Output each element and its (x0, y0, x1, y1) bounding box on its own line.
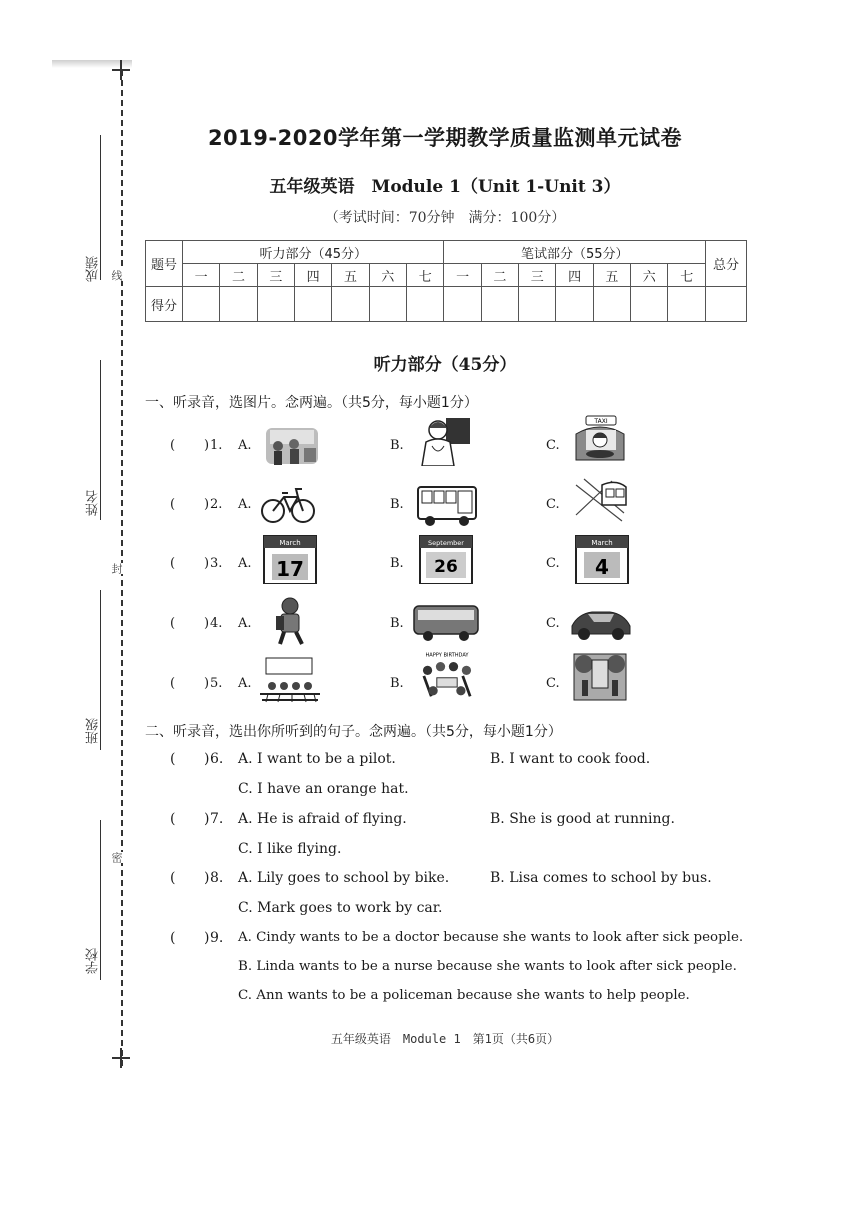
score-table-row-header: 题号 (146, 241, 183, 287)
binding-cap-top (112, 60, 130, 80)
question-row (170, 596, 690, 648)
score-col: 四 (294, 264, 331, 287)
birthday-banner-text: HAPPY BIRTHDAY (425, 652, 469, 659)
answer-paren-close: ) (204, 870, 210, 886)
score-col: 六 (631, 264, 668, 287)
answer-paren-open[interactable]: ( (170, 751, 176, 767)
binding-cap-bottom (112, 1048, 130, 1072)
listening-section-heading: 听力部分（45分） (373, 355, 517, 375)
answer-paren-open[interactable]: ( (170, 497, 176, 512)
score-cell[interactable] (332, 287, 369, 322)
calendar-month-text: March (279, 539, 301, 547)
calendar-day-text: 17 (276, 557, 304, 581)
score-cell-total[interactable] (706, 287, 747, 322)
answer-paren-close: ) (204, 751, 210, 767)
score-col: 七 (406, 264, 443, 287)
option-a-text: A. He is afraid of flying. (238, 811, 407, 827)
option-a-label: A. (238, 616, 252, 631)
part1-instruction: 一、听录音，选图片。念两遍。（共5分，每小题1分） (145, 395, 478, 411)
score-table-total-header: 总分 (706, 241, 747, 287)
answer-paren-open[interactable]: ( (170, 438, 176, 453)
option-a-label: A. (238, 556, 252, 571)
option-c-text: C. Ann wants to be a policeman because she wants to help people. (238, 988, 690, 1003)
question-row (170, 654, 690, 706)
park-image (572, 652, 628, 702)
option-a-label: A. (238, 438, 252, 453)
score-field-line[interactable] (100, 135, 101, 280)
score-col: 七 (668, 264, 706, 287)
taxi-driver-image (572, 414, 628, 464)
calendar-month-text: September (428, 539, 464, 547)
option-b-text: B. Lisa comes to school by bus. (490, 870, 712, 886)
score-table-listening-header: 听力部分（45分） (183, 241, 444, 264)
school-field-line[interactable] (100, 820, 101, 980)
answer-paren-open[interactable]: ( (170, 930, 176, 946)
bus-image (412, 596, 480, 646)
exam-info: （考试时间：70分钟 满分：100分） (324, 210, 566, 226)
option-b-text: B. She is good at running. (490, 811, 675, 827)
calendar-march-4-image (574, 534, 630, 584)
answer-paren-open[interactable]: ( (170, 616, 176, 631)
option-b-label: B. (390, 497, 404, 512)
score-cell[interactable] (519, 287, 556, 322)
calendar-day-text: 26 (434, 557, 458, 577)
bus-image (416, 479, 480, 529)
answer-paren-close: ) (204, 616, 210, 631)
answer-paren-open[interactable]: ( (170, 870, 176, 886)
train-image (572, 475, 628, 525)
score-col: 二 (481, 264, 518, 287)
option-b-text: B. I want to cook food. (490, 751, 651, 767)
option-a-text: A. I want to be a pilot. (238, 751, 396, 767)
option-b-label: B. (390, 556, 404, 571)
question-number: 8. (210, 870, 224, 886)
score-col: 一 (183, 264, 220, 287)
answer-paren-open[interactable]: ( (170, 676, 176, 691)
option-b-text: B. Linda wants to be a nurse because she wants to look after sick people. (238, 959, 737, 974)
answer-paren-close: ) (204, 930, 210, 946)
answer-paren-close: ) (204, 438, 210, 453)
score-cell[interactable] (220, 287, 257, 322)
people-at-station-image (264, 420, 320, 470)
score-field-label: 成绩 (86, 256, 101, 282)
score-cell[interactable] (406, 287, 443, 322)
score-table-writing-header: 笔试部分（55分） (444, 241, 706, 264)
calendar-september-26-image (418, 534, 474, 584)
option-c-label: C. (546, 438, 560, 453)
option-a-text: A. Cindy wants to be a doctor because she wants to look after sick people. (238, 930, 744, 945)
option-c-text: C. I like flying. (238, 841, 342, 857)
binding-char-feng: 封 (110, 563, 123, 574)
answer-paren-open[interactable]: ( (170, 811, 176, 827)
school-field-label: 学校 (86, 948, 101, 974)
birthday-party-image (416, 650, 478, 700)
option-a-label: A. (238, 497, 252, 512)
question-number: 9. (210, 930, 224, 946)
score-cell[interactable] (556, 287, 593, 322)
question-number: 3. (210, 556, 223, 571)
name-field-label: 姓名 (86, 490, 101, 516)
binding-char-xian: 线 (110, 270, 123, 281)
exam-subtitle: 五年级英语 Module 1（Unit 1-Unit 3） (269, 177, 621, 197)
score-col: 六 (369, 264, 406, 287)
score-table (145, 240, 747, 322)
svg-text:TAXI: TAXI (594, 418, 608, 425)
score-col: 二 (220, 264, 257, 287)
score-col: 四 (556, 264, 593, 287)
question-row (170, 420, 690, 472)
score-col: 五 (332, 264, 369, 287)
score-cell[interactable] (369, 287, 406, 322)
name-field-line[interactable] (100, 360, 101, 520)
question-number: 1. (210, 438, 223, 453)
class-field-line[interactable] (100, 590, 101, 750)
option-c-label: C. (546, 616, 560, 631)
calendar-day-text: 4 (595, 555, 609, 579)
score-cell[interactable] (481, 287, 518, 322)
exam-title: 2019-2020学年第一学期教学质量监测单元试卷 (207, 126, 683, 150)
score-cell[interactable] (668, 287, 706, 322)
score-cell[interactable] (631, 287, 668, 322)
score-col: 一 (444, 264, 481, 287)
score-col: 三 (257, 264, 294, 287)
bicycle-image (260, 479, 316, 529)
option-b-label: B. (390, 438, 404, 453)
score-col: 五 (593, 264, 630, 287)
score-col: 三 (519, 264, 556, 287)
option-b-label: B. (390, 616, 404, 631)
score-row-label: 得分 (146, 287, 183, 322)
answer-paren-open[interactable]: ( (170, 556, 176, 571)
option-c-label: C. (546, 556, 560, 571)
question-number: 7. (210, 811, 224, 827)
question-number: 2. (210, 497, 223, 512)
question-row (170, 534, 690, 586)
option-c-label: C. (546, 497, 560, 512)
score-cell[interactable] (257, 287, 294, 322)
answer-paren-close: ) (204, 497, 210, 512)
score-cell[interactable] (444, 287, 481, 322)
option-b-label: B. (390, 676, 404, 691)
calendar-month-text: March (591, 539, 613, 547)
score-cell[interactable] (593, 287, 630, 322)
binding-char-mi: 密 (110, 852, 123, 863)
car-image (568, 596, 634, 646)
score-cell[interactable] (183, 287, 220, 322)
option-c-text: C. I have an orange hat. (238, 781, 409, 797)
score-cell[interactable] (294, 287, 331, 322)
classroom-image (258, 654, 322, 704)
doctor-woman-image (416, 416, 472, 466)
answer-paren-close: ) (204, 676, 210, 691)
calendar-march-17-image (262, 534, 318, 584)
answer-paren-close: ) (204, 811, 210, 827)
part2-instruction: 二、听录音，选出你所听到的句子。念两遍。（共5分，每小题1分） (145, 724, 562, 740)
answer-paren-close: ) (204, 556, 210, 571)
question-number: 4. (210, 616, 223, 631)
question-row (170, 479, 690, 531)
option-a-text: A. Lily goes to school by bike. (238, 870, 450, 886)
option-c-label: C. (546, 676, 560, 691)
option-c-text: C. Mark goes to work by car. (238, 900, 443, 916)
boy-walking-image (262, 596, 318, 646)
page-footer: 五年级英语 Module 1 第1页（共6页） (330, 1032, 560, 1046)
question-number: 5. (210, 676, 223, 691)
class-field-label: 班级 (86, 718, 101, 744)
question-number: 6. (210, 751, 224, 767)
option-a-label: A. (238, 676, 252, 691)
